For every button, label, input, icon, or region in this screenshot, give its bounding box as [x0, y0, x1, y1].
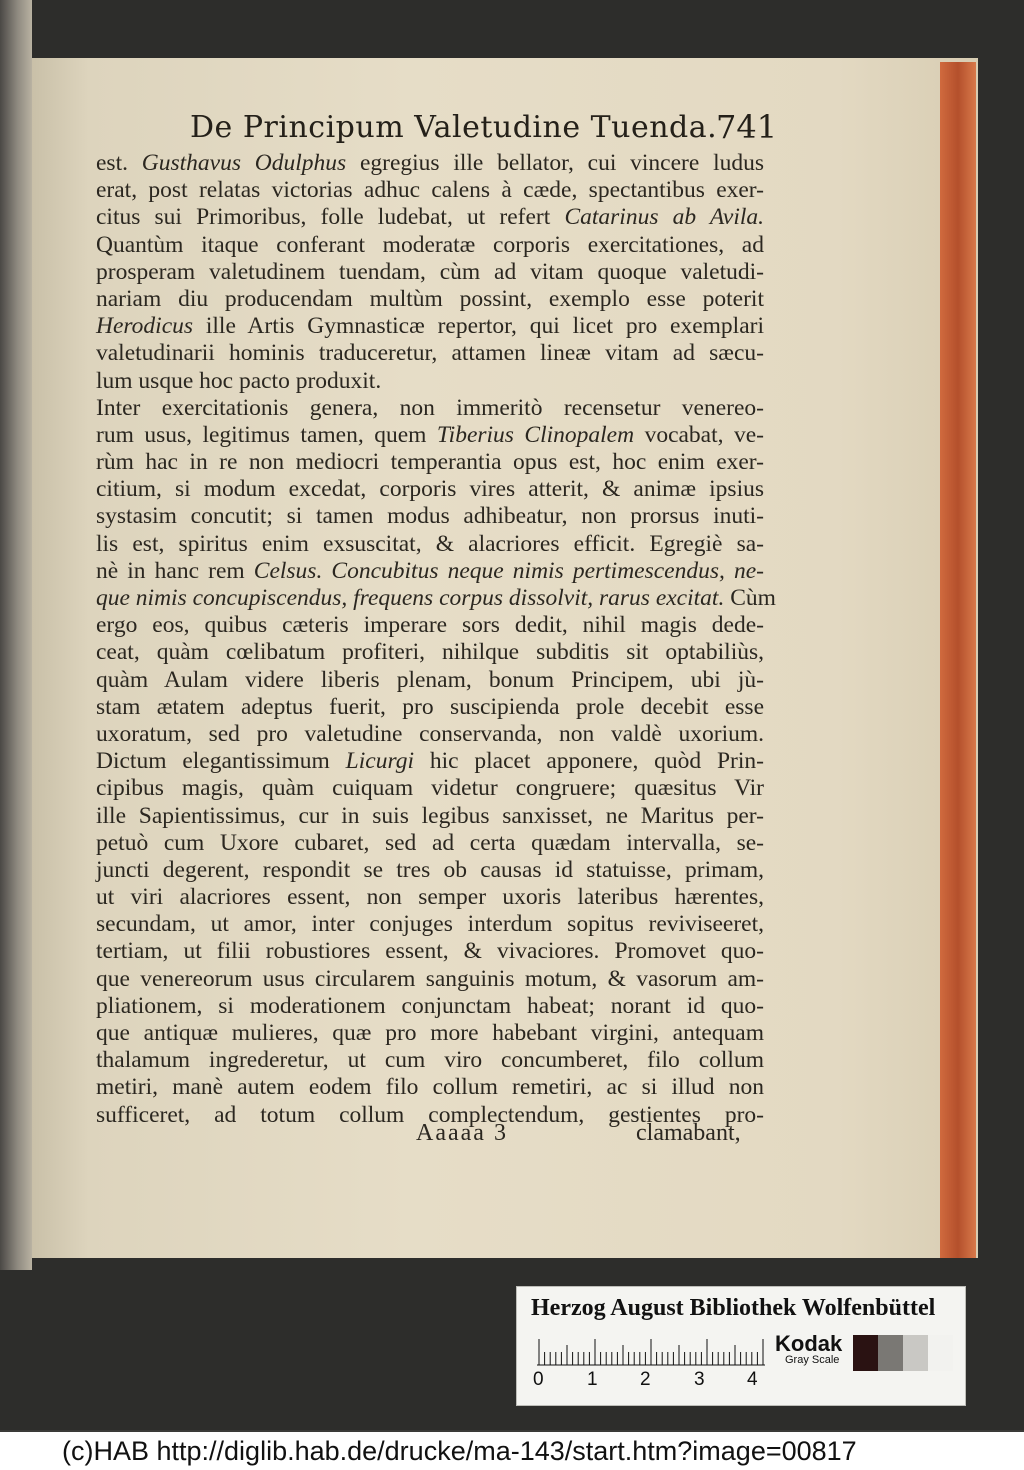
- text-line: [96, 259, 764, 286]
- text-line: [96, 667, 764, 694]
- text-span: est.: [96, 150, 142, 176]
- text-span: citus sui Primoribus, folle ludebat, ut refert: [96, 204, 565, 231]
- text-span: que venereorum usus circularem sanguinis motum, & vasorum am-: [96, 965, 764, 992]
- text-line: [96, 531, 764, 558]
- text-line: [96, 694, 764, 721]
- gray-patches: [853, 1335, 953, 1371]
- text-span: Cùm: [724, 585, 776, 611]
- text-line: [96, 150, 764, 177]
- text-span: Dictum elegantissimum: [96, 748, 346, 775]
- text-span: ut viri alacriores essent, non semper uxoris lateribus hærentes,: [96, 884, 764, 911]
- body-text: [96, 150, 776, 1129]
- text-line: [96, 422, 764, 449]
- text-line: [96, 232, 764, 259]
- text-line: [96, 911, 764, 938]
- text-line: [96, 286, 764, 313]
- signature-mark: Aaaaa 3: [416, 1120, 508, 1146]
- footer-bar: [0, 1432, 1024, 1470]
- text-span: Quantùm itaque conferant moderatæ corporis exercitationes, ad: [96, 231, 764, 258]
- text-line: [96, 368, 764, 395]
- text-line: [96, 721, 764, 748]
- page-number: 741: [716, 108, 778, 146]
- text-span: citium, si modum excedat, corporis vires atterit, & animæ ipsius: [96, 476, 764, 503]
- text-span: rum usus, legitimus tamen, quem: [96, 421, 437, 448]
- text-span: secundam, ut amor, inter conjuges interdum sopitus reviviseeret,: [96, 911, 764, 938]
- text-line: [96, 340, 764, 367]
- text-span: thalamum ingrederetur, ut cum viro concumberet, filo collum: [96, 1047, 764, 1074]
- red-page-edge: [940, 62, 976, 1258]
- text-line: [96, 558, 764, 585]
- text-line: [96, 830, 764, 857]
- text-span: lum usque hoc pacto produxit.: [96, 367, 382, 394]
- text-span: valetudinarii hominis traduceretur, attamen lineæ vitam ad sæcu-: [96, 340, 764, 367]
- gray-patch: [903, 1335, 928, 1371]
- text-line: [96, 748, 764, 775]
- text-line: [96, 966, 764, 993]
- text-span: erat, post relatas victorias adhuc calens à cæde, spectantibus exer-: [96, 177, 764, 204]
- text-span: sufficeret, ad totum collum complectendum, gestientes pro-: [96, 1101, 764, 1128]
- gray-patch: [853, 1335, 878, 1371]
- italic-text: Gusthavus Odulphus: [141, 150, 347, 176]
- scale-number: 0: [533, 1369, 544, 1390]
- italic-text: Celsus. Concubitus neque nimis pertimescendus, ne-: [253, 557, 764, 584]
- text-span: prosperam valetudinem tuendam, cùm ad vitam quoque valetudi-: [96, 258, 764, 285]
- gray-scale-label: Gray Scale: [785, 1354, 840, 1366]
- scale-number: 4: [747, 1369, 758, 1390]
- text-span: petuò cum Uxore cubaret, sed ad certa quædam intervalla, se-: [96, 829, 764, 856]
- text-line: [96, 177, 764, 204]
- text-span: juncti degerent, respondit se tres ob causas id statuisse, primam,: [96, 856, 764, 883]
- italic-text: que nimis concupiscendus, frequens corpus dissolvit, rarus excitat.: [96, 585, 725, 611]
- library-name: Herzog August Bibliothek Wolfenbüttel: [531, 1295, 936, 1321]
- text-span: quàm Aulam videre liberis plenam, bonum Principem, ubi jù-: [96, 666, 764, 693]
- text-line: [96, 639, 764, 666]
- text-line: [96, 775, 764, 802]
- text-line: [96, 612, 764, 639]
- scale-number: 3: [694, 1369, 705, 1390]
- text-line: [96, 476, 764, 503]
- text-span: systasim concutit; si tamen modus adhibeatur, non prorsus inuti-: [96, 503, 764, 530]
- text-line: [96, 449, 764, 476]
- italic-text: Herodicus: [96, 313, 194, 340]
- color-target-card: [516, 1286, 966, 1406]
- italic-text: Tiberius Clinopalem: [436, 421, 635, 448]
- catchword: clamabant,: [636, 1120, 741, 1146]
- scale-number: 1: [587, 1369, 598, 1390]
- text-span: tertiam, ut filii robustiores essent, & vivaciores. Promovet quo-: [96, 938, 764, 965]
- gray-patch: [878, 1335, 903, 1371]
- text-span: nè in hanc rem: [96, 557, 254, 584]
- running-head: De Principum Valetudine Tuenda.: [190, 110, 718, 145]
- text-span: ergo eos, quibus cæteris imperare sors dedit, nihil magis dede-: [96, 612, 764, 639]
- gray-patch: [928, 1335, 953, 1371]
- text-line: [96, 993, 764, 1020]
- text-span: nariam diu producendam multùm possint, exemplo esse poterit: [96, 285, 764, 312]
- text-span: metiri, manè autem eodem filo collum remetiri, ac si illud non: [96, 1074, 764, 1101]
- text-span: ceat, quàm cœlibatum profiteri, nihilque subditis sit optabiliùs,: [96, 639, 764, 666]
- text-line: [96, 1020, 764, 1047]
- copyright-url: (c)HAB http://diglib.hab.de/drucke/ma-143/start.htm?image=00817: [62, 1436, 857, 1466]
- text-span: rùm hac in re non mediocri temperantia opus est, hoc enim exer-: [96, 449, 764, 476]
- kodak-logo: Kodak: [775, 1331, 843, 1356]
- text-line: [96, 313, 764, 340]
- text-span: vocabat, ve-: [634, 421, 765, 448]
- text-span: uxoratum, sed pro valetudine conservanda, non valdè uxorium.: [96, 720, 764, 747]
- scale-number: 2: [640, 1369, 651, 1390]
- text-span: hic placet apponere, quòd Prin-: [414, 748, 764, 775]
- text-line: [96, 1074, 764, 1101]
- text-span: que antiquæ mulieres, quæ pro more habebant virgini, antequam: [96, 1020, 764, 1046]
- text-span: cipibus magis, quàm cuiquam videtur congruere; quæsitus Vir: [96, 775, 764, 802]
- text-line: [96, 395, 764, 422]
- italic-text: Catarinus ab Avila.: [564, 204, 765, 231]
- text-span: egregius ille bellator, cui vincere ludus: [346, 150, 764, 176]
- text-line: [96, 857, 764, 884]
- text-span: ille Sapientissimus, cur in suis legibus sanxisset, ne Maritus per-: [96, 802, 764, 829]
- text-span: Inter exercitationis genera, non immeritò recensetur venereo-: [96, 394, 764, 421]
- text-line: [96, 204, 764, 231]
- text-span: pliationem, si moderationem conjunctam habeat; norant id quo-: [96, 992, 764, 1019]
- text-line: [96, 503, 764, 530]
- ruler-scale: [535, 1335, 767, 1367]
- text-span: stam ætatem adeptus fuerit, pro suscipienda prole decebit esse: [96, 693, 764, 720]
- left-page-edge: [0, 0, 32, 1270]
- text-span: lis est, spiritus enim exsuscitat, & alacriores efficit. Egregiè sa-: [96, 530, 764, 557]
- text-line: [96, 585, 776, 612]
- text-line: [96, 1047, 764, 1074]
- text-line: [96, 884, 764, 911]
- text-span: ille Artis Gymnasticæ repertor, qui licet pro exemplari: [193, 313, 764, 340]
- italic-text: Licurgi: [345, 748, 415, 775]
- text-line: [96, 803, 764, 830]
- text-line: [96, 938, 764, 965]
